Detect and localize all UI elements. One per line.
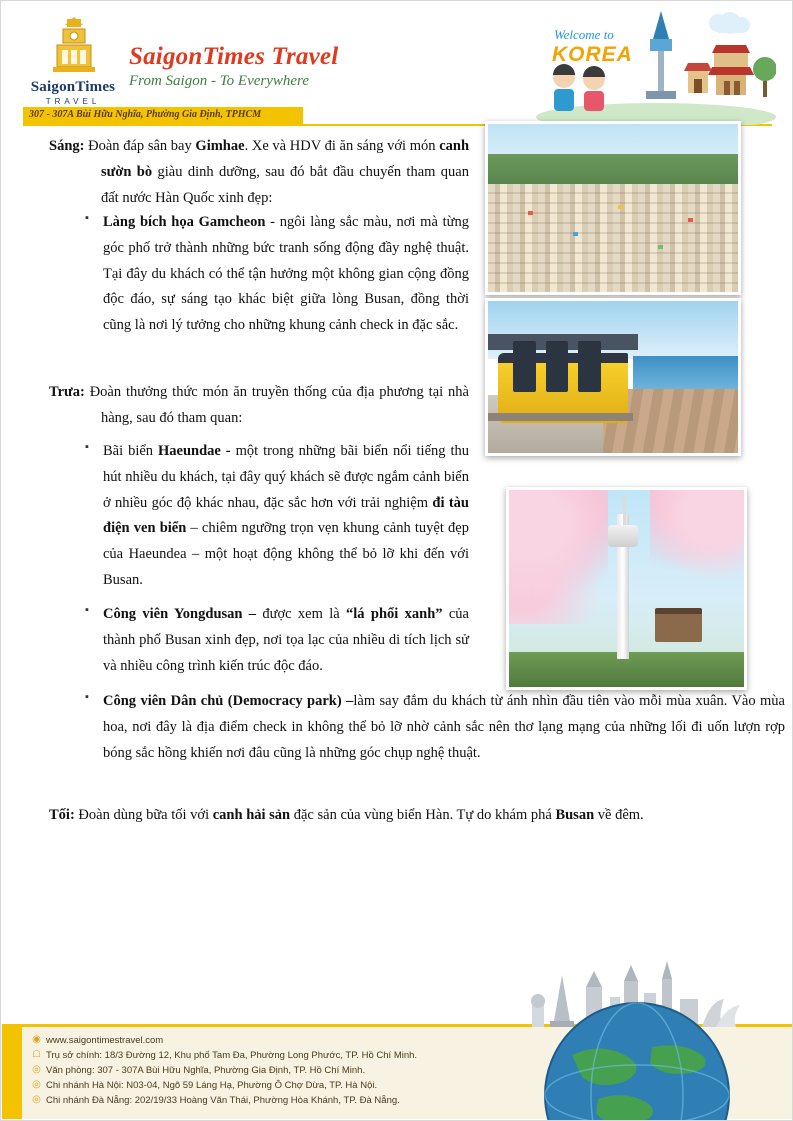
evening-block xyxy=(49,803,749,831)
logo-subtext: TRAVEL xyxy=(45,97,101,106)
pin-icon: ◎ xyxy=(32,1094,41,1105)
pin-icon: ◎ xyxy=(32,1064,41,1075)
tower-mast xyxy=(623,494,627,526)
photo-house-accent xyxy=(528,211,533,215)
noon-bullet-list-3 xyxy=(85,689,785,768)
morning-bold-soup: canh sườn bò xyxy=(101,138,470,180)
tree-icon xyxy=(753,57,776,97)
list-item xyxy=(85,602,469,679)
coastal-train-photo xyxy=(485,298,741,456)
header-address-bar xyxy=(23,107,303,124)
train-window xyxy=(546,341,569,393)
noon-block xyxy=(49,380,469,434)
footer-line-headquarters xyxy=(31,1048,571,1063)
pavilion-icon xyxy=(655,608,702,642)
footer-line-office xyxy=(31,1063,571,1078)
footer-website-text: www.saigontimestravel.com xyxy=(46,1035,164,1046)
photo-house-accent xyxy=(573,232,578,236)
gamcheon-bold: Làng bích họa Gamcheon xyxy=(103,214,266,230)
palace-icon xyxy=(708,45,754,95)
photo-house-accent xyxy=(618,205,623,209)
democracy-park-bold: Công viên Dân chủ (Democracy park) – xyxy=(103,693,354,709)
cloud-icon xyxy=(709,12,750,34)
evening-paragraph xyxy=(49,803,749,829)
footer-headquarters-text: Trụ sở chính: 18/3 Đường 12, Khu phố Tam Đa, Phường Long Phước, TP. Hồ Chí Minh. xyxy=(46,1050,418,1061)
haeundae-text-2: – chiêm ngưỡng trọn vẹn khung cảnh tuyệt đẹp của Haeundea – một hoạt động không thể bỏ lỡ khi đến với Busan. xyxy=(103,520,469,588)
morning-block xyxy=(49,134,469,213)
morning-text-1: Đoàn đáp sân bay xyxy=(88,138,196,154)
brand-slogan: From Saigon - To Everywhere xyxy=(129,73,309,89)
footer-line-website[interactable] xyxy=(31,1033,571,1048)
noon-label: Trưa: xyxy=(49,384,85,400)
document-header xyxy=(1,1,793,121)
cherry-blossom-left xyxy=(506,487,608,624)
header-address-text: 307 - 307A Bùi Hữu Nghĩa, Phường Gia Định, TPHCM xyxy=(29,109,262,120)
haeundae-text-1: một trong những bãi biển nổi tiếng thu hút nhiều du khách, tại đây quý khách sẽ được ngắm cảnh biển ở nhiều góc độ khác nhau, đặc sắc hơn với trải nghiệm xyxy=(103,443,469,511)
morning-text-2: . Xe và HDV đi ăn sáng với món xyxy=(244,138,440,154)
photo-village xyxy=(488,184,738,292)
footer-hanoi-text: Chi nhánh Hà Nội: N03-04, Ngõ 59 Láng Hạ, Phường Ô Chợ Dừa, TP. Hà Nội. xyxy=(46,1080,378,1091)
list-item xyxy=(85,210,469,339)
morning-label: Sáng: xyxy=(49,138,85,154)
morning-paragraph xyxy=(49,134,469,211)
evening-bold-busan: Busan xyxy=(555,807,595,823)
korea-label: KOREA xyxy=(552,43,633,66)
noon-bullet-list-1 xyxy=(85,439,469,596)
photo-house-accent xyxy=(688,218,693,222)
children-icon xyxy=(553,64,605,111)
photo-house-accent xyxy=(658,245,663,249)
evening-text-3: về đêm. xyxy=(594,807,644,823)
evening-text-1: Đoàn dùng bữa tối với xyxy=(78,807,213,823)
clock-tower-icon xyxy=(47,17,101,79)
democracy-park-text: làm say đắm du khách từ ánh nhìn đầu tiên vào mỗi mùa xuân. Vào mùa hoa, nơi đây là địa điểm check in không thể bỏ lỡ nhờ cảnh sắc nên thơ lạng mạng của những lối đi uốn lượn rợp bóng sắc hồng khiến nơi đâu cũng là những góc chụp nghệ thuật. xyxy=(103,693,785,761)
morning-text-3: giàu dinh dưỡng, sau đó bắt đầu chuyến tham quan đất nước Hàn Quốc xinh đẹp: xyxy=(101,163,469,206)
welcome-to-label: Welcome to xyxy=(554,27,614,42)
yongdusan-text-1: được xem là xyxy=(256,606,347,622)
footer-danang-text: Chi nhánh Đà Nẵng: 202/19/33 Hoàng Văn Thái, Phường Hòa Khánh, TP. Đà Nẵng. xyxy=(46,1095,400,1106)
company-logo xyxy=(23,17,123,109)
footer-accent-bar xyxy=(2,1027,22,1119)
gamcheon-text: - ngôi làng sắc màu, nơi mà từng góc phố trở thành những bức tranh sống động đầy nghệ thuật. Tại đây du khách có thể tận hưởng một không gian cộng đồng độc đáo, sự sáng tạo khác biệt giữa lòng Busan, đồng thời cũng là nơi lý tưởng cho những khung cảnh check in đặc sắc. xyxy=(103,214,469,334)
globe-icon: ◉ xyxy=(32,1034,41,1045)
gamcheon-village-photo xyxy=(485,121,741,295)
noon-bullet-list-2 xyxy=(85,602,469,681)
namsan-tower-icon xyxy=(646,11,676,99)
noon-text: Đoàn thưởng thức món ăn truyền thống của địa phương tại nhà hàng, sau đó tham quan: xyxy=(84,384,469,426)
evening-bold-soup: canh hải sản xyxy=(212,807,291,823)
yongdusan-bold: Công viên Yongdusan – xyxy=(103,606,257,622)
evening-text-2: đặc sản của vùng biển Hàn. Tự do khám phá xyxy=(290,807,556,823)
list-item xyxy=(85,439,469,594)
brand-title: SaigonTimes Travel xyxy=(129,43,339,70)
footer-office-text: Văn phòng: 307 - 307A Bùi Hữu Nghĩa, Phường Gia Định, TP. Hồ Chí Minh. xyxy=(46,1065,366,1076)
morning-bold-gimhae: Gimhae xyxy=(195,138,245,154)
busan-tower-photo xyxy=(506,487,747,690)
pin-icon: ◎ xyxy=(32,1079,41,1090)
evening-label: Tối: xyxy=(49,807,75,823)
cherry-blossom-right xyxy=(650,487,747,600)
yongdusan-bold-quote: “lá phổi xanh” xyxy=(346,606,443,622)
haeundae-bold: Haeundae - xyxy=(158,443,231,459)
list-item xyxy=(85,689,785,766)
train-window xyxy=(578,341,601,393)
gate-icon xyxy=(684,63,712,93)
train-window xyxy=(513,341,536,393)
noon-paragraph xyxy=(49,380,469,432)
tower-observation-deck xyxy=(608,525,639,547)
yongdusan-text-2: của thành phố Busan xinh đẹp, nơi tọa lạc của nhiều di tích lịch sử và nhiều công trình kiến trúc độc đáo. xyxy=(103,606,469,674)
footer-line-danang xyxy=(31,1093,571,1108)
morning-bullet-list xyxy=(85,210,469,341)
footer-line-hanoi xyxy=(31,1078,571,1093)
haeundae-pre: Bãi biển xyxy=(103,443,159,459)
photo-rail xyxy=(488,413,633,421)
korea-welcome-graphic xyxy=(536,5,776,125)
home-icon: ☖ xyxy=(32,1049,41,1060)
logo-wordmark: SaigonTimes xyxy=(30,79,116,95)
footer-contact-list xyxy=(31,1033,571,1108)
haeundae-bold-train: đi tàu điện ven biển xyxy=(103,494,469,537)
